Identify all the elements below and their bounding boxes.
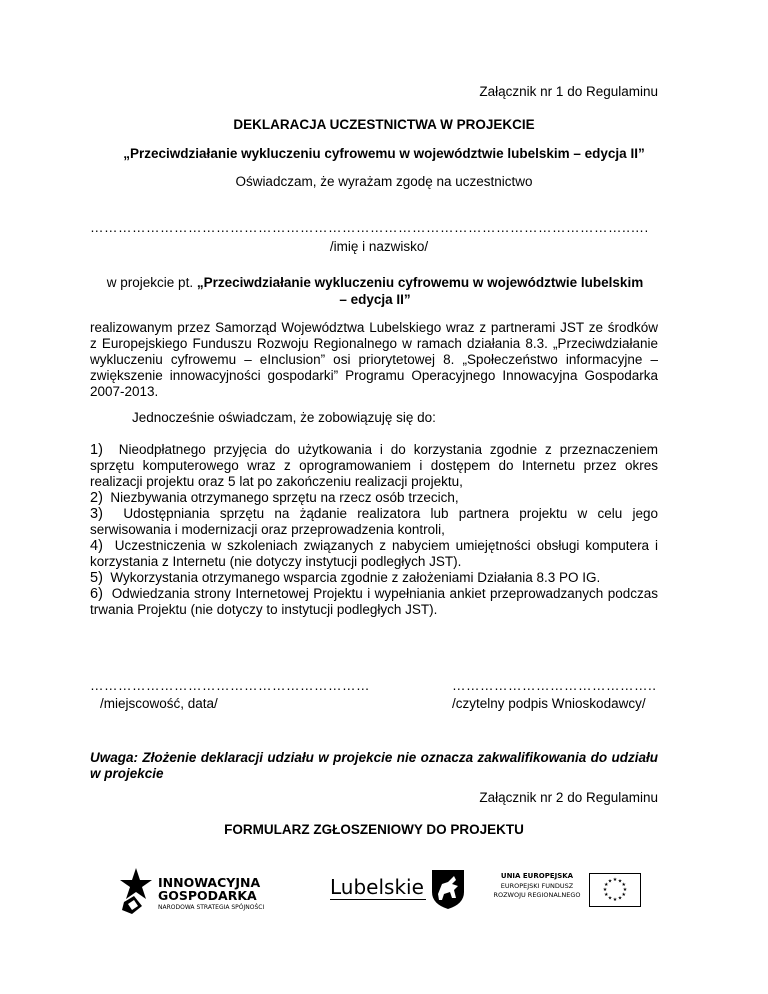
eu-line-2: EUROPEJSKI FUNDUSZ — [500, 882, 574, 890]
ig-line-2: GOSPODARKA — [158, 888, 257, 903]
list-item — [90, 586, 658, 618]
svg-text:★: ★ — [612, 877, 618, 883]
signature-dotted-line: …………………………………….. — [452, 678, 657, 693]
lubelskie-underline — [330, 899, 426, 900]
svg-text:★: ★ — [607, 895, 613, 902]
commitments-list — [90, 442, 658, 618]
lubelskie-crest-icon — [430, 868, 466, 910]
ig-emblem-icon — [118, 866, 154, 916]
signature-label: /czytelny podpis Wnioskodawcy/ — [452, 696, 646, 711]
project-name: „Przeciwdziałanie wykluczeniu cyfrowemu w województwie lubelskim – edycja II” — [123, 146, 645, 161]
item-text: Udostępniania sprzętu na żądanie realizatora lub partnera projektu w celu jego serwisowania i modernizacji oraz przeprowadzenia kontroli, — [90, 506, 658, 537]
item-number: 2) — [90, 490, 103, 506]
svg-text:★: ★ — [617, 878, 623, 885]
name-label: /imię i nazwisko/ — [329, 239, 429, 254]
svg-text:★: ★ — [621, 892, 626, 898]
item-number: 4) — [90, 538, 103, 554]
lubelskie-logo — [330, 868, 470, 910]
svg-text:★: ★ — [617, 895, 623, 902]
lubelskie-text: Lubelskie — [330, 875, 424, 899]
attachment-2-label: Załącznik nr 2 do Regulaminu — [479, 790, 658, 805]
consent-statement: Oświadczam, że wyrażam zgodę na uczestnictwo — [235, 174, 533, 189]
ig-line-1: INNOWACYJNA — [158, 875, 261, 890]
svg-text:★: ★ — [622, 887, 628, 893]
svg-text:★: ★ — [607, 878, 613, 885]
name-dotted-line: ……………………………………………………………………………………………………..…. — [90, 220, 649, 235]
note: Uwaga: Złożenie deklaracji udziału w projekcie nie oznacza zakwalifikowania do udziału w projekcie — [90, 750, 658, 781]
list-item — [90, 490, 658, 506]
eu-logo — [493, 872, 653, 908]
description-paragraph: realizowanym przez Samorząd Województwa Lubelskiego wraz z partnerami JST ze środków z Europejskiego Funduszu Rozwoju Regionalnego w ramach działania 8.3. „Przeciwdziałanie wykluczeniu cyfrowemu – eInclusion” osi priorytetowej 8. „Społeczeństwo informacyjne – zwiększenie innowacyjności gospodarki” Programu Operacyjnego Innowacyjna Gospodarka 2007-2013. — [90, 320, 658, 399]
place-date-label: /miejscowość, data/ — [100, 696, 218, 711]
project-intro: w projekcie pt. — [106, 275, 197, 290]
commitment-intro: Jednocześnie oświadczam, że zobowiązuję się do: — [132, 410, 436, 425]
eu-line-1: UNIA EUROPEJSKA — [500, 872, 574, 880]
item-number: 5) — [90, 570, 103, 586]
project-title-block — [90, 274, 660, 308]
list-item — [90, 570, 658, 586]
form-title: FORMULARZ ZGŁOSZENIOWY DO PROJEKTU — [224, 822, 524, 837]
item-text: Uczestniczenia w szkoleniach związanych z nabyciem umiejętności obsługi komputera i korzystania z Internetu (nie dotyczy instytucji podległych JST). — [90, 538, 658, 569]
list-item — [90, 538, 658, 570]
list-item — [90, 506, 658, 538]
project-name-line-1: „Przeciwdziałanie wykluczeniu cyfrowemu w województwie lubelskim — [196, 275, 644, 290]
item-number: 6) — [90, 586, 103, 602]
document-title: DEKLARACJA UCZESTNICTWA W PROJEKCIE — [233, 117, 535, 132]
item-number: 1) — [90, 442, 103, 458]
innowacyjna-gospodarka-logo — [118, 866, 298, 916]
svg-text:★: ★ — [602, 887, 608, 893]
svg-text:★: ★ — [604, 892, 609, 898]
ig-line-3: NARODOWA STRATEGIA SPÓJNOŚCI — [158, 904, 265, 911]
svg-text:★: ★ — [612, 897, 618, 903]
place-dotted-line: …………………………………………………… — [90, 678, 370, 693]
attachment-1-label: Załącznik nr 1 do Regulaminu — [479, 84, 658, 99]
eu-line-3: ROZWOJU REGIONALNEGO — [493, 891, 581, 899]
item-text: Nieodpłatnego przyjęcia do użytkowania i do korzystania zgodnie z przeznaczeniem sprzętu komputerowego wraz z oprogramowaniem i dostępem do Internetu przez okres realizacji projektu oraz 5 lat po zakończeniu realizacji projektu, — [90, 442, 658, 489]
eu-flag-icon — [589, 873, 641, 907]
item-text: Wykorzystania otrzymanego wsparcia zgodnie z założeniami Działania 8.3 PO IG. — [110, 570, 601, 585]
item-text: Niezbywania otrzymanego sprzętu na rzecz osób trzecich, — [110, 490, 459, 505]
svg-text:★: ★ — [604, 882, 609, 888]
project-name-line-2: – edycja II” — [339, 292, 411, 307]
svg-text:★: ★ — [621, 882, 626, 888]
item-number: 3) — [90, 506, 103, 522]
item-text: Odwiedzania strony Internetowej Projektu i wypełniania ankiet przeprowadzanych podczas trwania Projektu (nie dotyczy to instytucji podległych JST). — [90, 586, 658, 617]
list-item — [90, 442, 658, 490]
